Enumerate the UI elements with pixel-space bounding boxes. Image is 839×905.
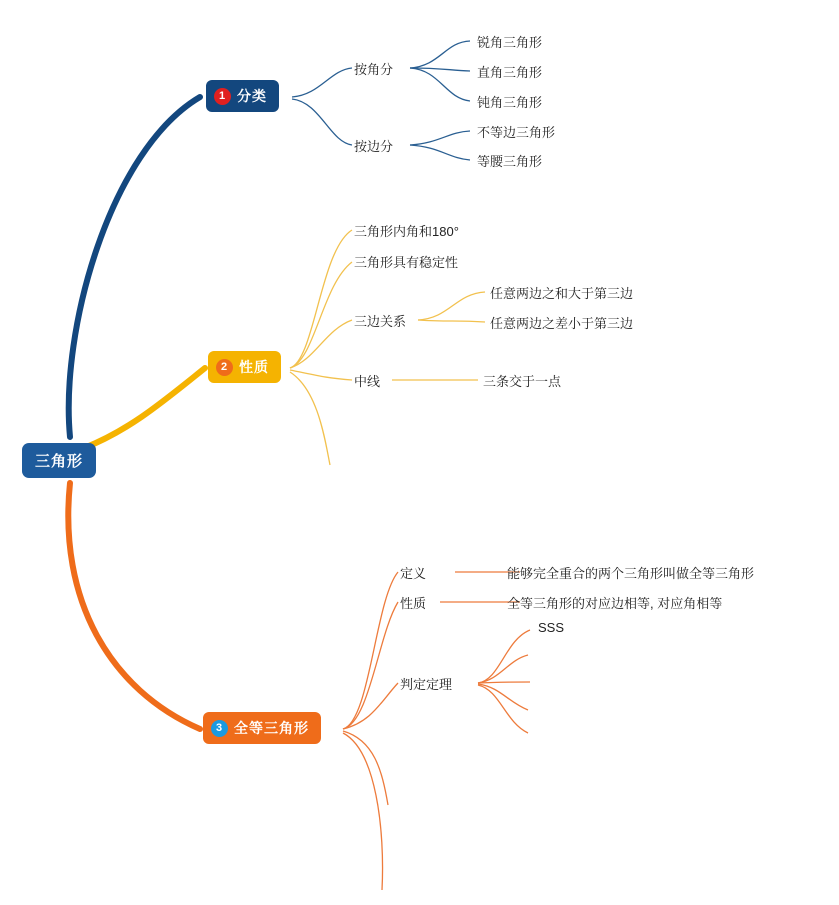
root-node-label: 三角形 [35, 453, 84, 470]
branch-node-classification[interactable] [206, 80, 279, 112]
leaf-diff-less-than-third-label: 任意两边之差小于第三边 [490, 316, 634, 331]
subnode-criteria[interactable] [400, 674, 452, 693]
branch-number-badge-1: 1 [214, 88, 231, 105]
leaf-right-triangle[interactable] [477, 62, 542, 81]
branch-node-congruent-triangles[interactable] [203, 712, 321, 744]
subnode-by-side-label: 按边分 [354, 139, 394, 154]
leaf-diff-less-than-third[interactable] [490, 313, 633, 332]
leaf-acute-triangle-label: 锐角三角形 [477, 35, 543, 50]
leaf-criterion-sss-label: SSS [538, 620, 565, 635]
leaf-isosceles-triangle[interactable] [477, 151, 542, 170]
leaf-scalene-triangle-label: 不等边三角形 [477, 125, 556, 140]
branch-node-label-3: 全等三角形 [234, 720, 309, 736]
subnode-definition[interactable] [400, 563, 426, 582]
leaf-interior-angle-sum[interactable] [354, 221, 459, 240]
leaf-obtuse-triangle-label: 钝角三角形 [477, 95, 543, 110]
root-node[interactable] [22, 443, 96, 478]
leaf-acute-triangle[interactable] [477, 32, 542, 51]
leaf-medians-concurrent[interactable] [483, 371, 561, 390]
subnode-criteria-label: 判定定理 [400, 677, 453, 692]
leaf-isosceles-triangle-label: 等腰三角形 [477, 154, 543, 169]
branch-node-label-1: 分类 [237, 88, 267, 104]
leaf-scalene-triangle[interactable] [477, 122, 555, 141]
leaf-properties-text[interactable] [507, 593, 722, 612]
subnode-median-label: 中线 [354, 374, 381, 389]
leaf-sum-greater-than-third[interactable] [490, 283, 633, 302]
subnode-side-relation[interactable] [354, 311, 406, 330]
branch-node-properties[interactable] [208, 351, 281, 383]
subnode-congruent-properties[interactable] [400, 593, 426, 612]
branch-number-badge-2: 2 [216, 359, 233, 376]
leaf-definition-text[interactable] [507, 563, 754, 582]
leaf-right-triangle-label: 直角三角形 [477, 65, 543, 80]
subnode-definition-label: 定义 [400, 566, 427, 581]
branch-node-label-2: 性质 [239, 359, 269, 375]
subnode-median[interactable] [354, 371, 380, 390]
subnode-by-angle-label: 按角分 [354, 62, 394, 77]
leaf-medians-concurrent-label: 三条交于一点 [483, 374, 562, 389]
leaf-properties-text-label: 全等三角形的对应边相等, 对应角相等 [507, 596, 723, 611]
leaf-definition-text-label: 能够完全重合的两个三角形叫做全等三角形 [507, 566, 755, 581]
leaf-interior-angle-sum-label: 三角形内角和180° [354, 224, 459, 239]
leaf-sum-greater-than-third-label: 任意两边之和大于第三边 [490, 286, 634, 301]
branch-number-badge-3: 3 [211, 720, 228, 737]
leaf-stability[interactable] [354, 252, 458, 271]
subnode-by-side[interactable] [354, 136, 393, 155]
leaf-obtuse-triangle[interactable] [477, 92, 542, 111]
subnode-congruent-properties-label: 性质 [400, 596, 427, 611]
leaf-criterion-sss[interactable] [538, 620, 564, 635]
leaf-stability-label: 三角形具有稳定性 [354, 255, 459, 270]
subnode-by-angle[interactable] [354, 59, 393, 78]
subnode-side-relation-label: 三边关系 [354, 314, 407, 329]
